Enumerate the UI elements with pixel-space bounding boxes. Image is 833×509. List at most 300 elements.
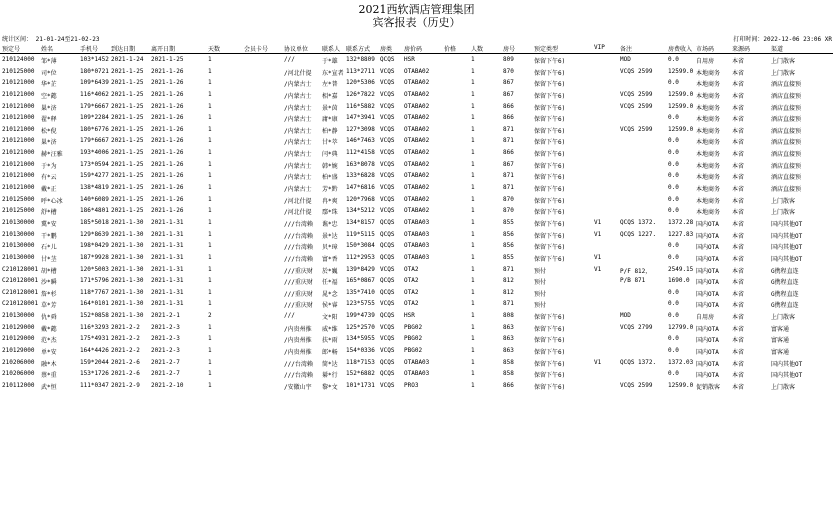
- cell-guest-name: 武*恒: [41, 383, 57, 391]
- table-row: [0, 240, 833, 252]
- cell-company: ///重庆财: [284, 290, 313, 298]
- table-row: [0, 322, 833, 334]
- cell-company: /内蒙古士: [284, 139, 312, 147]
- cell-contact: 相*嘉: [322, 92, 338, 100]
- cell-channel: 酒店直接预: [771, 186, 802, 194]
- cell-guest-name: 巢*济: [41, 104, 57, 112]
- table-row: [0, 380, 833, 392]
- cell-contact: 冉*爽: [322, 197, 338, 205]
- header-persons: 人数: [471, 46, 484, 53]
- cell-room-no: 856: [503, 242, 514, 250]
- cell-persons: 1: [471, 114, 475, 122]
- cell-persons: 1: [471, 102, 475, 110]
- cell-contact: 柏*盛: [322, 174, 338, 182]
- cell-room-type: QCQS: [380, 288, 395, 296]
- cell-contact: 韩*婉: [322, 162, 338, 170]
- cell-persons: 1: [471, 67, 475, 75]
- cell-room-revenue: 12599.0: [668, 67, 694, 75]
- print-time-label: 打印时间：: [733, 36, 764, 43]
- cell-rate-code: OTA2: [404, 288, 419, 296]
- cell-reservation-no: 210121000: [2, 79, 35, 87]
- cell-contact: 侯*睿: [322, 302, 338, 310]
- cell-vip: V1: [594, 358, 602, 366]
- header-vip: VIP: [594, 44, 605, 51]
- cell-company: ///台湾赖: [284, 255, 313, 263]
- cell-source-code: 本省: [732, 232, 745, 240]
- header-contact-phone: 联系方式: [346, 46, 371, 53]
- cell-market-code: 国内OTA: [696, 232, 719, 240]
- cell-source-code: 本省: [732, 127, 745, 135]
- cell-company: ///台湾赖: [284, 372, 313, 380]
- cell-room-type: VCQS: [380, 102, 395, 110]
- cell-nights: 1: [208, 242, 212, 250]
- cell-room-revenue: 1227.83: [668, 230, 694, 238]
- cell-market-code: 国内OTA: [696, 302, 719, 310]
- cell-departure-date: 2021-1-31: [151, 265, 184, 273]
- table-row: [0, 170, 833, 182]
- table-row: [0, 194, 833, 206]
- cell-contact: 景*达: [322, 232, 338, 240]
- cell-company: ///重庆财: [284, 267, 313, 275]
- table-row: [0, 357, 833, 369]
- header-company: 协议单位: [284, 46, 309, 53]
- cell-guest-name: 空*懿: [41, 92, 57, 100]
- cell-guest-name: 戴*正: [41, 186, 57, 194]
- cell-rate-code: OTABA02: [404, 102, 430, 110]
- cell-market-code: 国内OTA: [696, 220, 719, 228]
- cell-room-type: VCQS: [380, 125, 395, 133]
- cell-persons: 1: [471, 195, 475, 203]
- table-row: [0, 287, 833, 299]
- cell-departure-date: 2021-1-31: [151, 300, 184, 308]
- header-rate-code: 房价码: [404, 46, 423, 53]
- cell-guest-name: 胡*槽: [41, 267, 57, 275]
- cell-reservation-no: 210121000: [2, 90, 35, 98]
- cell-persons: 1: [471, 347, 475, 355]
- cell-room-no: 812: [503, 288, 514, 296]
- cell-reservation-no: 210206000: [2, 370, 35, 378]
- cell-room-no: 812: [503, 277, 514, 285]
- cell-company: /内贵州推: [284, 325, 312, 333]
- cell-phone: 193*4006: [80, 149, 109, 157]
- cell-source-code: 本省: [732, 162, 745, 170]
- cell-market-code: 国内OTA: [696, 244, 719, 252]
- cell-phone: 164*0101: [80, 300, 109, 308]
- cell-source-code: 本省: [732, 267, 745, 275]
- cell-rate-code: OTABA03: [404, 218, 430, 226]
- cell-contact: 于*雄: [322, 58, 338, 65]
- cell-phone: 118*7767: [80, 288, 109, 296]
- cell-departure-date: 2021-2-7: [151, 370, 180, 378]
- cell-room-no: 858: [503, 358, 514, 366]
- cell-reservation-no: 210130000: [2, 242, 35, 250]
- cell-room-no: 863: [503, 323, 514, 331]
- cell-source-code: 本省: [732, 349, 745, 357]
- cell-source-code: 本省: [732, 220, 745, 228]
- cell-market-code: 本地商务: [696, 139, 721, 147]
- table-row: [0, 182, 833, 194]
- table-row: [0, 252, 833, 264]
- cell-market-code: 本地商务: [696, 127, 721, 135]
- cell-contact: 左*普: [322, 81, 338, 89]
- cell-vip: V1: [594, 265, 602, 273]
- table-row: [0, 124, 833, 136]
- cell-phone: 179*6667: [80, 137, 109, 145]
- cell-room-type: VCQS: [380, 149, 395, 157]
- cell-rate-code: OTABA03: [404, 253, 430, 261]
- table-header: [0, 42, 833, 54]
- cell-contact-phone: 152*6882: [346, 370, 375, 378]
- cell-room-type: QCQS: [380, 218, 395, 226]
- cell-persons: 1: [471, 300, 475, 308]
- cell-contact-phone: 139*8429: [346, 265, 375, 273]
- cell-contact: 东*宣者: [322, 69, 344, 77]
- cell-nights: 1: [208, 207, 212, 215]
- cell-departure-date: 2021-1-26: [151, 195, 184, 203]
- cell-room-type: QCQS: [380, 312, 395, 320]
- cell-booking-type: 保留下午6): [534, 360, 566, 368]
- header-contact: 联系人: [322, 46, 341, 53]
- cell-guest-name: 呼*心冰: [41, 197, 63, 205]
- cell-contact: 贝*璋: [322, 244, 338, 252]
- header-departure-date: 离开日期: [151, 46, 176, 53]
- table-row: [0, 368, 833, 380]
- cell-rate-code: OTA2: [404, 265, 419, 273]
- cell-channel: 国内其他OT: [771, 232, 803, 240]
- cell-nights: 1: [208, 218, 212, 226]
- cell-room-no: 855: [503, 218, 514, 226]
- cell-reservation-no: 210121000: [2, 160, 35, 168]
- cell-room-no: 867: [503, 79, 514, 87]
- cell-channel: G携程直连: [771, 302, 799, 310]
- cell-market-code: 国内OTA: [696, 372, 719, 380]
- cell-guest-name: 草*芳: [41, 302, 57, 310]
- cell-nights: 1: [208, 381, 212, 389]
- cell-company: /内蒙古士: [284, 116, 312, 124]
- cell-persons: 1: [471, 207, 475, 215]
- cell-source-code: 本省: [732, 279, 745, 287]
- cell-departure-date: 2021-1-31: [151, 230, 184, 238]
- cell-guest-name: 干*鹏: [41, 232, 57, 240]
- cell-company: ///台湾赖: [284, 220, 313, 228]
- cell-rate-code: HSR: [404, 56, 415, 63]
- cell-arrival-date: 2021-1-30: [111, 230, 144, 238]
- cell-persons: 1: [471, 312, 475, 320]
- cell-rate-code: PBG02: [404, 347, 423, 355]
- cell-channel: 富客通: [771, 349, 790, 357]
- cell-booking-type: 保留下午6): [534, 104, 566, 112]
- cell-room-type: VCQS: [380, 114, 395, 122]
- cell-rate-code: PRO3: [404, 381, 419, 389]
- cell-arrival-date: 2021-2-6: [111, 358, 140, 366]
- cell-persons: 1: [471, 335, 475, 343]
- cell-nights: 1: [208, 300, 212, 308]
- cell-arrival-date: 2021-1-25: [111, 137, 144, 145]
- cell-guest-name: 司*位: [41, 69, 57, 77]
- cell-market-code: 本地商务: [696, 69, 721, 77]
- cell-contact: 景*茵: [322, 104, 338, 112]
- cell-reservation-no: C210128001: [2, 300, 39, 308]
- cell-guest-name: 单*安: [41, 349, 57, 357]
- cell-source-code: 本省: [732, 314, 745, 322]
- cell-contact: 鄢*珠: [322, 209, 338, 217]
- header-nights: 天数: [208, 46, 221, 53]
- cell-room-type: VCQS: [380, 195, 395, 203]
- cell-channel: 国内其他OT: [771, 255, 803, 263]
- cell-company: /安徽山宇: [284, 383, 312, 391]
- header-arrival-date: 到达日期: [111, 46, 136, 53]
- cell-source-code: 本省: [732, 151, 745, 159]
- cell-arrival-date: 2021-2-9: [111, 381, 140, 389]
- cell-phone: 138*4819: [80, 184, 109, 192]
- cell-contact-phone: 163*8078: [346, 160, 375, 168]
- cell-remarks: VCQS 2599: [620, 381, 653, 389]
- cell-room-revenue: 12599.0: [668, 102, 694, 110]
- table-row: [0, 77, 833, 89]
- cell-room-revenue: 12599.0: [668, 125, 694, 133]
- cell-market-code: 国内OTA: [696, 349, 719, 357]
- cell-channel: 酒店直接预: [771, 174, 802, 182]
- cell-contact: 文*阳: [322, 314, 338, 322]
- cell-reservation-no: 210130000: [2, 230, 35, 238]
- cell-booking-type: 保留下午6): [534, 244, 566, 252]
- cell-guest-name: 蔡*重: [41, 372, 57, 380]
- cell-rate-code: OTABA03: [404, 358, 430, 366]
- cell-source-code: 本省: [732, 81, 745, 89]
- cell-nights: 1: [208, 253, 212, 261]
- cell-nights: 1: [208, 67, 212, 75]
- cell-room-revenue: 1690.0: [668, 277, 690, 285]
- cell-room-no: 871: [503, 265, 514, 273]
- cell-contact-phone: 116*5882: [346, 102, 375, 110]
- cell-contact: 简*达: [322, 360, 338, 368]
- cell-guest-name: 翟*释: [41, 116, 57, 124]
- cell-company: ///台湾赖: [284, 360, 313, 368]
- cell-room-revenue: 0.0: [668, 370, 679, 378]
- cell-booking-type: 保留下午6): [534, 69, 566, 77]
- cell-booking-type: 保留下午6): [534, 314, 566, 322]
- cell-rate-code: OTABA02: [404, 172, 430, 180]
- cell-phone: 164*4426: [80, 347, 109, 355]
- cell-contact-phone: 165*0867: [346, 277, 375, 285]
- cell-guest-name: 邹*薄: [41, 58, 57, 65]
- cell-contact-phone: 120*5306: [346, 79, 375, 87]
- cell-room-revenue: 0.0: [668, 312, 679, 320]
- header-room-type: 房类: [380, 46, 393, 53]
- cell-contact: 闫*典: [322, 151, 338, 159]
- cell-persons: 1: [471, 137, 475, 145]
- cell-room-revenue: 0.0: [668, 172, 679, 180]
- cell-persons: 1: [471, 125, 475, 133]
- cell-market-code: 国内OTA: [696, 255, 719, 263]
- cell-contact: 威*维: [322, 325, 338, 333]
- cell-departure-date: 2021-1-26: [151, 207, 184, 215]
- cell-nights: 1: [208, 172, 212, 180]
- cell-departure-date: 2021-1-26: [151, 90, 184, 98]
- cell-guest-name: 松*倪: [41, 127, 57, 135]
- cell-channel: 酒店直接预: [771, 162, 802, 170]
- cell-rate-code: OTABA02: [404, 125, 430, 133]
- cell-reservation-no: 210125000: [2, 195, 35, 203]
- cell-room-no: 863: [503, 335, 514, 343]
- cell-channel: 富客通: [771, 325, 790, 333]
- cell-departure-date: 2021-1-26: [151, 184, 184, 192]
- cell-departure-date: 2021-2-3: [151, 335, 180, 343]
- cell-room-no: 871: [503, 125, 514, 133]
- cell-room-no: 870: [503, 67, 514, 75]
- cell-departure-date: 2021-2-10: [151, 381, 184, 389]
- cell-reservation-no: C210128001: [2, 288, 39, 296]
- cell-room-revenue: 12599.0: [668, 90, 694, 98]
- cell-phone: 159*4277: [80, 172, 109, 180]
- cell-arrival-date: 2021-1-30: [111, 300, 144, 308]
- cell-persons: 1: [471, 265, 475, 273]
- cell-persons: 1: [471, 184, 475, 192]
- cell-arrival-date: 2021-1-25: [111, 207, 144, 215]
- cell-source-code: 本省: [732, 337, 745, 345]
- cell-market-code: 本地商务: [696, 162, 721, 170]
- cell-room-type: QCQS: [380, 230, 395, 238]
- cell-phone: 140*6089: [80, 195, 109, 203]
- header-phone: 手机号: [80, 46, 99, 53]
- cell-company: /河北什提: [284, 197, 312, 205]
- cell-room-revenue: 0.0: [668, 288, 679, 296]
- cell-nights: 1: [208, 184, 212, 192]
- cell-persons: 1: [471, 90, 475, 98]
- cell-room-no: 858: [503, 370, 514, 378]
- cell-contact-phone: 134*5955: [346, 335, 375, 343]
- cell-departure-date: 2021-1-31: [151, 253, 184, 261]
- table-row: [0, 205, 833, 217]
- cell-channel: 酒店直接预: [771, 127, 802, 135]
- report-title: 宾客报表（历史）: [372, 16, 461, 29]
- cell-departure-date: 2021-1-26: [151, 102, 184, 110]
- cell-remarks: QCQS 1372.: [620, 218, 657, 226]
- cell-phone: 173*0594: [80, 160, 109, 168]
- cell-persons: 1: [471, 253, 475, 261]
- cell-arrival-date: 2021-1-25: [111, 102, 144, 110]
- cell-company: /内贵州推: [284, 349, 312, 357]
- header-booking-type: 预定类型: [534, 46, 559, 53]
- cell-reservation-no: 210206000: [2, 358, 35, 366]
- cell-room-revenue: 0.0: [668, 79, 679, 87]
- cell-phone: 153*1726: [80, 370, 109, 378]
- cell-room-no: 871: [503, 184, 514, 192]
- table-row: [0, 345, 833, 357]
- cell-market-code: 促销散客: [696, 383, 721, 391]
- cell-contact-phone: 147*3941: [346, 114, 375, 122]
- cell-channel: 上门散客: [771, 197, 796, 205]
- cell-contact: 芳*黔: [322, 186, 338, 194]
- cell-booking-type: 保留下午6): [534, 255, 566, 263]
- cell-market-code: 自用房: [696, 314, 715, 322]
- cell-room-no: 809: [503, 56, 514, 63]
- cell-room-type: VCQS: [380, 347, 395, 355]
- cell-arrival-date: 2021-1-30: [111, 312, 144, 320]
- cell-channel: 酒店直接预: [771, 81, 802, 89]
- cell-room-no: 866: [503, 114, 514, 122]
- cell-room-revenue: 1372.03: [668, 358, 694, 366]
- cell-room-type: QCQS: [380, 277, 395, 285]
- cell-channel: G携程直连: [771, 267, 799, 275]
- cell-persons: 1: [471, 370, 475, 378]
- cell-nights: 1: [208, 230, 212, 238]
- cell-rate-code: OTABA03: [404, 242, 430, 250]
- cell-departure-date: 2021-1-26: [151, 79, 184, 87]
- cell-rate-code: OTABA02: [404, 184, 430, 192]
- cell-phone: 175*4931: [80, 335, 109, 343]
- cell-room-no: 855: [503, 253, 514, 261]
- cell-arrival-date: 2021-1-25: [111, 125, 144, 133]
- cell-booking-type: 保留下午6): [534, 325, 566, 333]
- cell-arrival-date: 2021-1-30: [111, 265, 144, 273]
- header-channel: 渠道: [771, 46, 784, 53]
- cell-source-code: 本省: [732, 186, 745, 194]
- header-remarks: 备注: [620, 46, 633, 53]
- cell-market-code: 本地商务: [696, 81, 721, 89]
- cell-contact: 谯*忠: [322, 220, 338, 228]
- cell-phone: 103*1452: [80, 56, 109, 63]
- cell-rate-code: PBG02: [404, 323, 423, 331]
- header-market-code: 市场码: [696, 46, 715, 53]
- cell-source-code: 本省: [732, 325, 745, 333]
- cell-booking-type: 保留下午6): [534, 116, 566, 124]
- cell-room-type: QCQS: [380, 242, 395, 250]
- header-room-no: 房号: [503, 46, 516, 53]
- cell-remarks: QCQS 1227.: [620, 230, 657, 238]
- cell-phone: 152*0858: [80, 312, 109, 320]
- cell-room-revenue: 0.0: [668, 335, 679, 343]
- cell-vip: V1: [594, 218, 602, 226]
- cell-phone: 171*5796: [80, 277, 109, 285]
- cell-contact-phone: 123*5755: [346, 300, 375, 308]
- cell-departure-date: 2021-1-26: [151, 67, 184, 75]
- cell-phone: 180*6776: [80, 125, 109, 133]
- cell-channel: G携程直连: [771, 290, 799, 298]
- cell-contact: 庸*康: [322, 116, 338, 124]
- cell-room-type: VCQS: [380, 90, 395, 98]
- cell-reservation-no: 210129000: [2, 323, 35, 331]
- cell-rate-code: OTABA02: [404, 149, 430, 157]
- cell-channel: 酒店直接预: [771, 139, 802, 147]
- header-room-revenue: 房费收入: [668, 46, 693, 53]
- cell-remarks: P/B 871: [620, 277, 646, 285]
- cell-market-code: 国内OTA: [696, 337, 719, 345]
- cell-market-code: 国内OTA: [696, 267, 719, 275]
- cell-market-code: 本地商务: [696, 174, 721, 182]
- table-row: [0, 264, 833, 276]
- cell-persons: 1: [471, 288, 475, 296]
- cell-channel: 国内其他OT: [771, 220, 803, 228]
- guest-report-table: [0, 42, 833, 392]
- cell-guest-name: 仇*舜: [41, 314, 57, 322]
- cell-nights: 1: [208, 288, 212, 296]
- cell-reservation-no: 210129000: [2, 335, 35, 343]
- cell-departure-date: 2021-1-26: [151, 160, 184, 168]
- cell-phone: 185*5018: [80, 218, 109, 226]
- cell-source-code: 本省: [732, 302, 745, 310]
- cell-contact-phone: 147*6816: [346, 184, 375, 192]
- table-row: [0, 333, 833, 345]
- cell-channel: 上门散客: [771, 58, 796, 65]
- cell-remarks: VCQS 2599: [620, 102, 653, 110]
- cell-guest-name: 于*为: [41, 162, 57, 170]
- cell-booking-type: 保留下午6): [534, 162, 566, 170]
- cell-reservation-no: 210121000: [2, 184, 35, 192]
- cell-arrival-date: 2021-2-2: [111, 323, 140, 331]
- cell-room-revenue: 0.0: [668, 114, 679, 122]
- cell-contact-phone: 113*2711: [346, 67, 375, 75]
